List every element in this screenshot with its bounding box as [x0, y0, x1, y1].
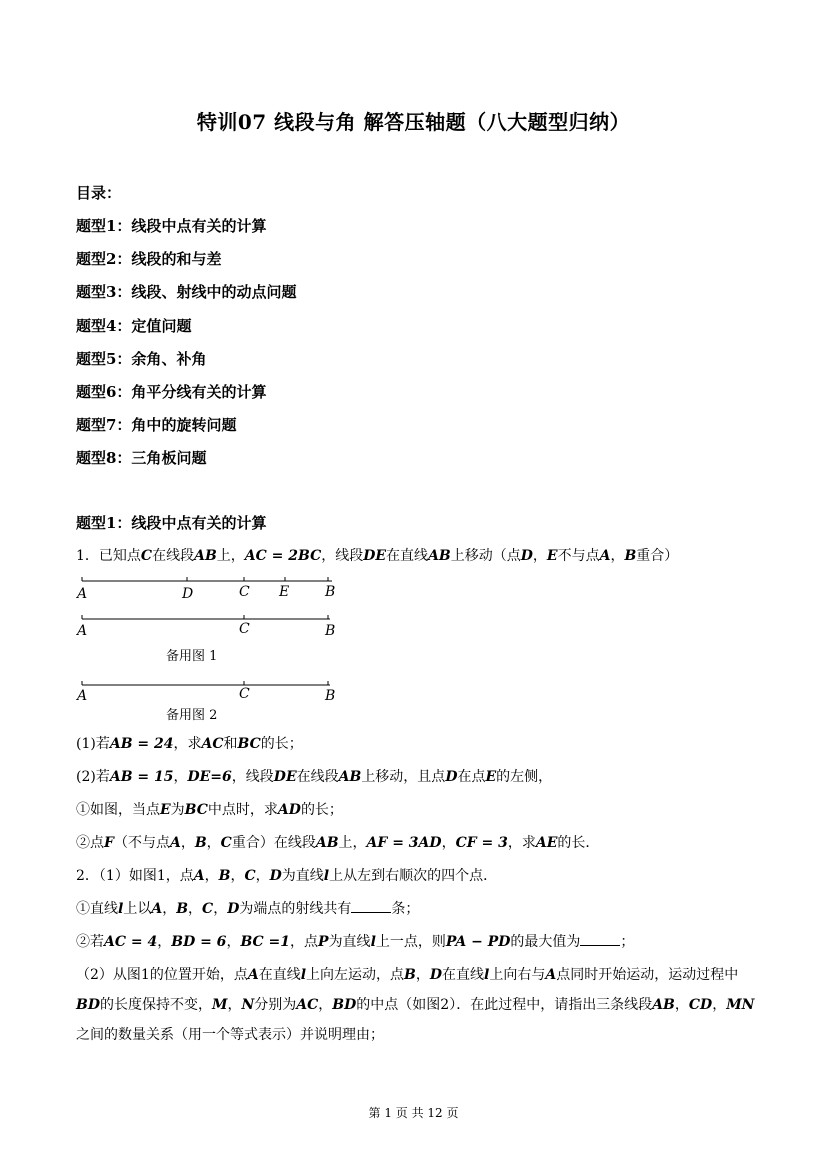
- text: (1)若: [76, 736, 110, 752]
- math-expr: CF = 3: [455, 835, 508, 851]
- text: （不与点: [113, 835, 170, 851]
- text: 不与点: [557, 548, 600, 564]
- text: 重合）: [636, 548, 679, 564]
- figure-caption: 备用图 1: [166, 649, 218, 664]
- text: 为端点的射线共有: [239, 901, 352, 917]
- math-var: AB: [194, 548, 217, 564]
- math-var: BD: [332, 997, 357, 1013]
- math-var: A: [169, 835, 181, 851]
- text: 上移动，且点: [361, 769, 446, 785]
- text: 的长度保持不变，: [99, 997, 212, 1013]
- text: ①直线: [76, 901, 118, 917]
- math-var: E: [546, 548, 558, 564]
- figure-caption: 备用图 2: [166, 708, 218, 723]
- text: ，求: [173, 736, 202, 752]
- page-title: 特训07 线段与角 解答压轴题（八大题型归纳）: [196, 110, 631, 134]
- text: 在直线: [386, 548, 429, 564]
- text: 1．已知点: [76, 548, 141, 564]
- text: 的左侧，: [496, 769, 553, 785]
- section-heading: 题型1：线段中点有关的计算: [76, 514, 267, 532]
- text: ，线段: [231, 769, 274, 785]
- answer-blank[interactable]: [351, 898, 391, 913]
- text: ，: [180, 835, 195, 851]
- point-label: B: [325, 623, 336, 639]
- text: 在直线: [442, 967, 485, 983]
- text: ，: [712, 997, 727, 1013]
- math-var: N: [241, 997, 255, 1013]
- text: ，点: [290, 934, 319, 950]
- math-var: AE: [535, 835, 558, 851]
- text: 上以: [123, 901, 152, 917]
- math-var: D: [520, 548, 533, 564]
- page-footer: 第 1 页 共 12 页: [368, 1106, 459, 1120]
- math-var: l: [300, 967, 307, 983]
- question-2-stem: [76, 865, 497, 887]
- math-var: A: [151, 901, 163, 917]
- text: (2)若: [76, 769, 110, 785]
- math-var: D: [227, 901, 240, 917]
- question-1-part-2-i: [76, 799, 343, 821]
- text: ，: [532, 548, 547, 564]
- text: 点同时开始运动，运动过程中: [556, 967, 739, 983]
- text: 2．（1）如图1，点: [76, 868, 194, 884]
- math-expr: AF = 3AD: [366, 835, 442, 851]
- text: ，: [206, 835, 221, 851]
- text: ，线段: [321, 548, 364, 564]
- text: ，: [188, 901, 203, 917]
- point-label: B: [325, 584, 336, 600]
- answer-blank[interactable]: [580, 931, 620, 946]
- math-var: l: [323, 868, 330, 884]
- table-of-contents: [76, 213, 296, 479]
- text: ，: [441, 835, 456, 851]
- math-var: A: [193, 868, 205, 884]
- toc-item[interactable]: 题型4：定值问题: [76, 316, 192, 335]
- question-2-part-i: [76, 898, 419, 920]
- math-var: AC: [201, 736, 224, 752]
- math-var: D: [445, 769, 458, 785]
- text: 为直线: [328, 934, 371, 950]
- math-expr: BD = 6: [171, 934, 227, 950]
- text: 在线段: [296, 769, 339, 785]
- text: ，: [674, 997, 689, 1013]
- math-var: l: [484, 967, 490, 983]
- question-2-part-ii: [76, 931, 634, 953]
- math-var: AB: [652, 997, 675, 1013]
- math-var: AD: [277, 802, 301, 818]
- figure-spare-1: [76, 613, 346, 669]
- text: 的长．: [557, 835, 600, 851]
- point-label: E: [279, 584, 290, 600]
- math-var: A: [599, 548, 611, 564]
- math-var: C: [202, 901, 214, 917]
- text: 上向左运动，点: [306, 967, 405, 983]
- figure-main-segment: [76, 574, 346, 602]
- math-var: BD: [76, 997, 100, 1013]
- text: ②若: [76, 934, 104, 950]
- text: ，: [162, 901, 177, 917]
- text: 上向右与: [489, 967, 546, 983]
- math-var: D: [429, 967, 443, 983]
- math-var: B: [404, 967, 416, 983]
- text: 在点: [457, 769, 486, 785]
- question-1-part-1: [76, 733, 303, 755]
- point-label: C: [239, 584, 250, 600]
- text: 上移动（点: [450, 548, 521, 564]
- math-var: B: [624, 548, 637, 564]
- text: 在直线: [258, 967, 301, 983]
- text: ，求: [507, 835, 536, 851]
- text: ；: [620, 934, 635, 950]
- math-var: CD: [688, 997, 713, 1013]
- text: 的中点（如图2）．在此过程中，请指出三条线段: [356, 997, 653, 1013]
- math-var: MN: [726, 997, 755, 1013]
- text: ，: [415, 967, 430, 983]
- math-var: BC: [184, 802, 208, 818]
- text: 上，: [216, 548, 245, 564]
- point-label: A: [77, 688, 88, 704]
- math-var: A: [545, 967, 557, 983]
- question-1-part-2: [76, 766, 552, 788]
- text: 的长；: [260, 736, 303, 752]
- text: 的最大值为: [510, 934, 581, 950]
- point-label: C: [239, 686, 250, 702]
- text: ，: [230, 868, 245, 884]
- math-var: B: [218, 868, 231, 884]
- toc-item[interactable]: 题型3：线段、射线中的动点问题: [76, 283, 297, 302]
- point-label: D: [182, 586, 194, 602]
- math-var: DE: [273, 769, 297, 785]
- text: 条；: [391, 901, 420, 917]
- math-expr: PA − PD: [445, 934, 511, 950]
- text: 在线段: [152, 548, 195, 564]
- math-var: E: [160, 802, 171, 818]
- text: 和: [223, 736, 238, 752]
- point-label: B: [325, 688, 336, 704]
- text: 的长；: [300, 802, 343, 818]
- text: 重合）在线段: [231, 835, 316, 851]
- math-var: E: [485, 769, 497, 785]
- text: 之间的数量关系（用一个等式表示）并说明理由；: [76, 1027, 384, 1043]
- math-var: DE: [363, 548, 387, 564]
- math-expr: AC = 2BC: [244, 548, 322, 564]
- math-expr: AB = 15: [109, 769, 174, 785]
- math-var: C: [220, 835, 232, 851]
- text: 上，: [338, 835, 367, 851]
- toc-item[interactable]: 题型5：余角、补角: [76, 349, 207, 368]
- math-var: AC: [296, 997, 319, 1013]
- math-var: l: [370, 934, 376, 950]
- text: ②点: [76, 835, 104, 851]
- toc-item[interactable]: 题型6：角平分线有关的计算: [76, 382, 267, 401]
- text: 分别为: [254, 997, 297, 1013]
- toc-item[interactable]: 题型2：线段的和与差: [76, 250, 222, 269]
- text: ，: [157, 934, 172, 950]
- point-label: A: [77, 586, 88, 602]
- math-var: P: [318, 934, 329, 950]
- math-expr: DE=6: [187, 769, 232, 785]
- math-var: C: [140, 548, 153, 564]
- text: ①如图，当点: [76, 802, 160, 818]
- point-label: C: [239, 621, 250, 637]
- text: ，: [610, 548, 625, 564]
- text: 为直线: [281, 868, 324, 884]
- text: 中点时，求: [207, 802, 278, 818]
- math-var: l: [118, 901, 124, 917]
- text: ，: [213, 901, 228, 917]
- math-var: B: [194, 835, 207, 851]
- math-var: F: [104, 835, 114, 851]
- toc-label: 目录：: [76, 184, 122, 202]
- math-var: M: [211, 997, 228, 1013]
- toc-item[interactable]: 题型8：三角板问题: [76, 449, 207, 468]
- math-var: A: [247, 967, 259, 983]
- text: ，: [227, 997, 242, 1013]
- text: ，: [204, 868, 219, 884]
- question-2-part-2: [76, 960, 756, 1050]
- text: ，: [255, 868, 270, 884]
- toc-item[interactable]: 题型1：线段中点有关的计算: [76, 217, 267, 235]
- math-var: AB: [338, 769, 362, 785]
- math-expr: AB = 24: [109, 736, 174, 752]
- math-expr: BC =1: [240, 934, 291, 950]
- figure-spare-2: [76, 679, 346, 725]
- math-var: D: [269, 868, 282, 884]
- text: ，: [173, 769, 188, 785]
- math-var: BC: [237, 736, 261, 752]
- text: （2）从图1的位置开始，点: [76, 967, 248, 983]
- text: 上一点，则: [375, 934, 446, 950]
- text: 为: [170, 802, 185, 818]
- math-expr: AC = 4: [104, 934, 158, 950]
- point-label: A: [77, 623, 88, 639]
- text: 上从左到右顺次的四个点．: [329, 868, 498, 884]
- math-var: C: [244, 868, 256, 884]
- math-var: AB: [315, 835, 339, 851]
- text: ，: [226, 934, 241, 950]
- text: ，: [318, 997, 333, 1013]
- math-var: B: [176, 901, 189, 917]
- toc-item[interactable]: 题型7：角中的旋转问题: [76, 416, 237, 435]
- math-var: AB: [428, 548, 451, 564]
- question-1-part-2-ii: [76, 832, 599, 854]
- question-1-stem: [76, 545, 678, 567]
